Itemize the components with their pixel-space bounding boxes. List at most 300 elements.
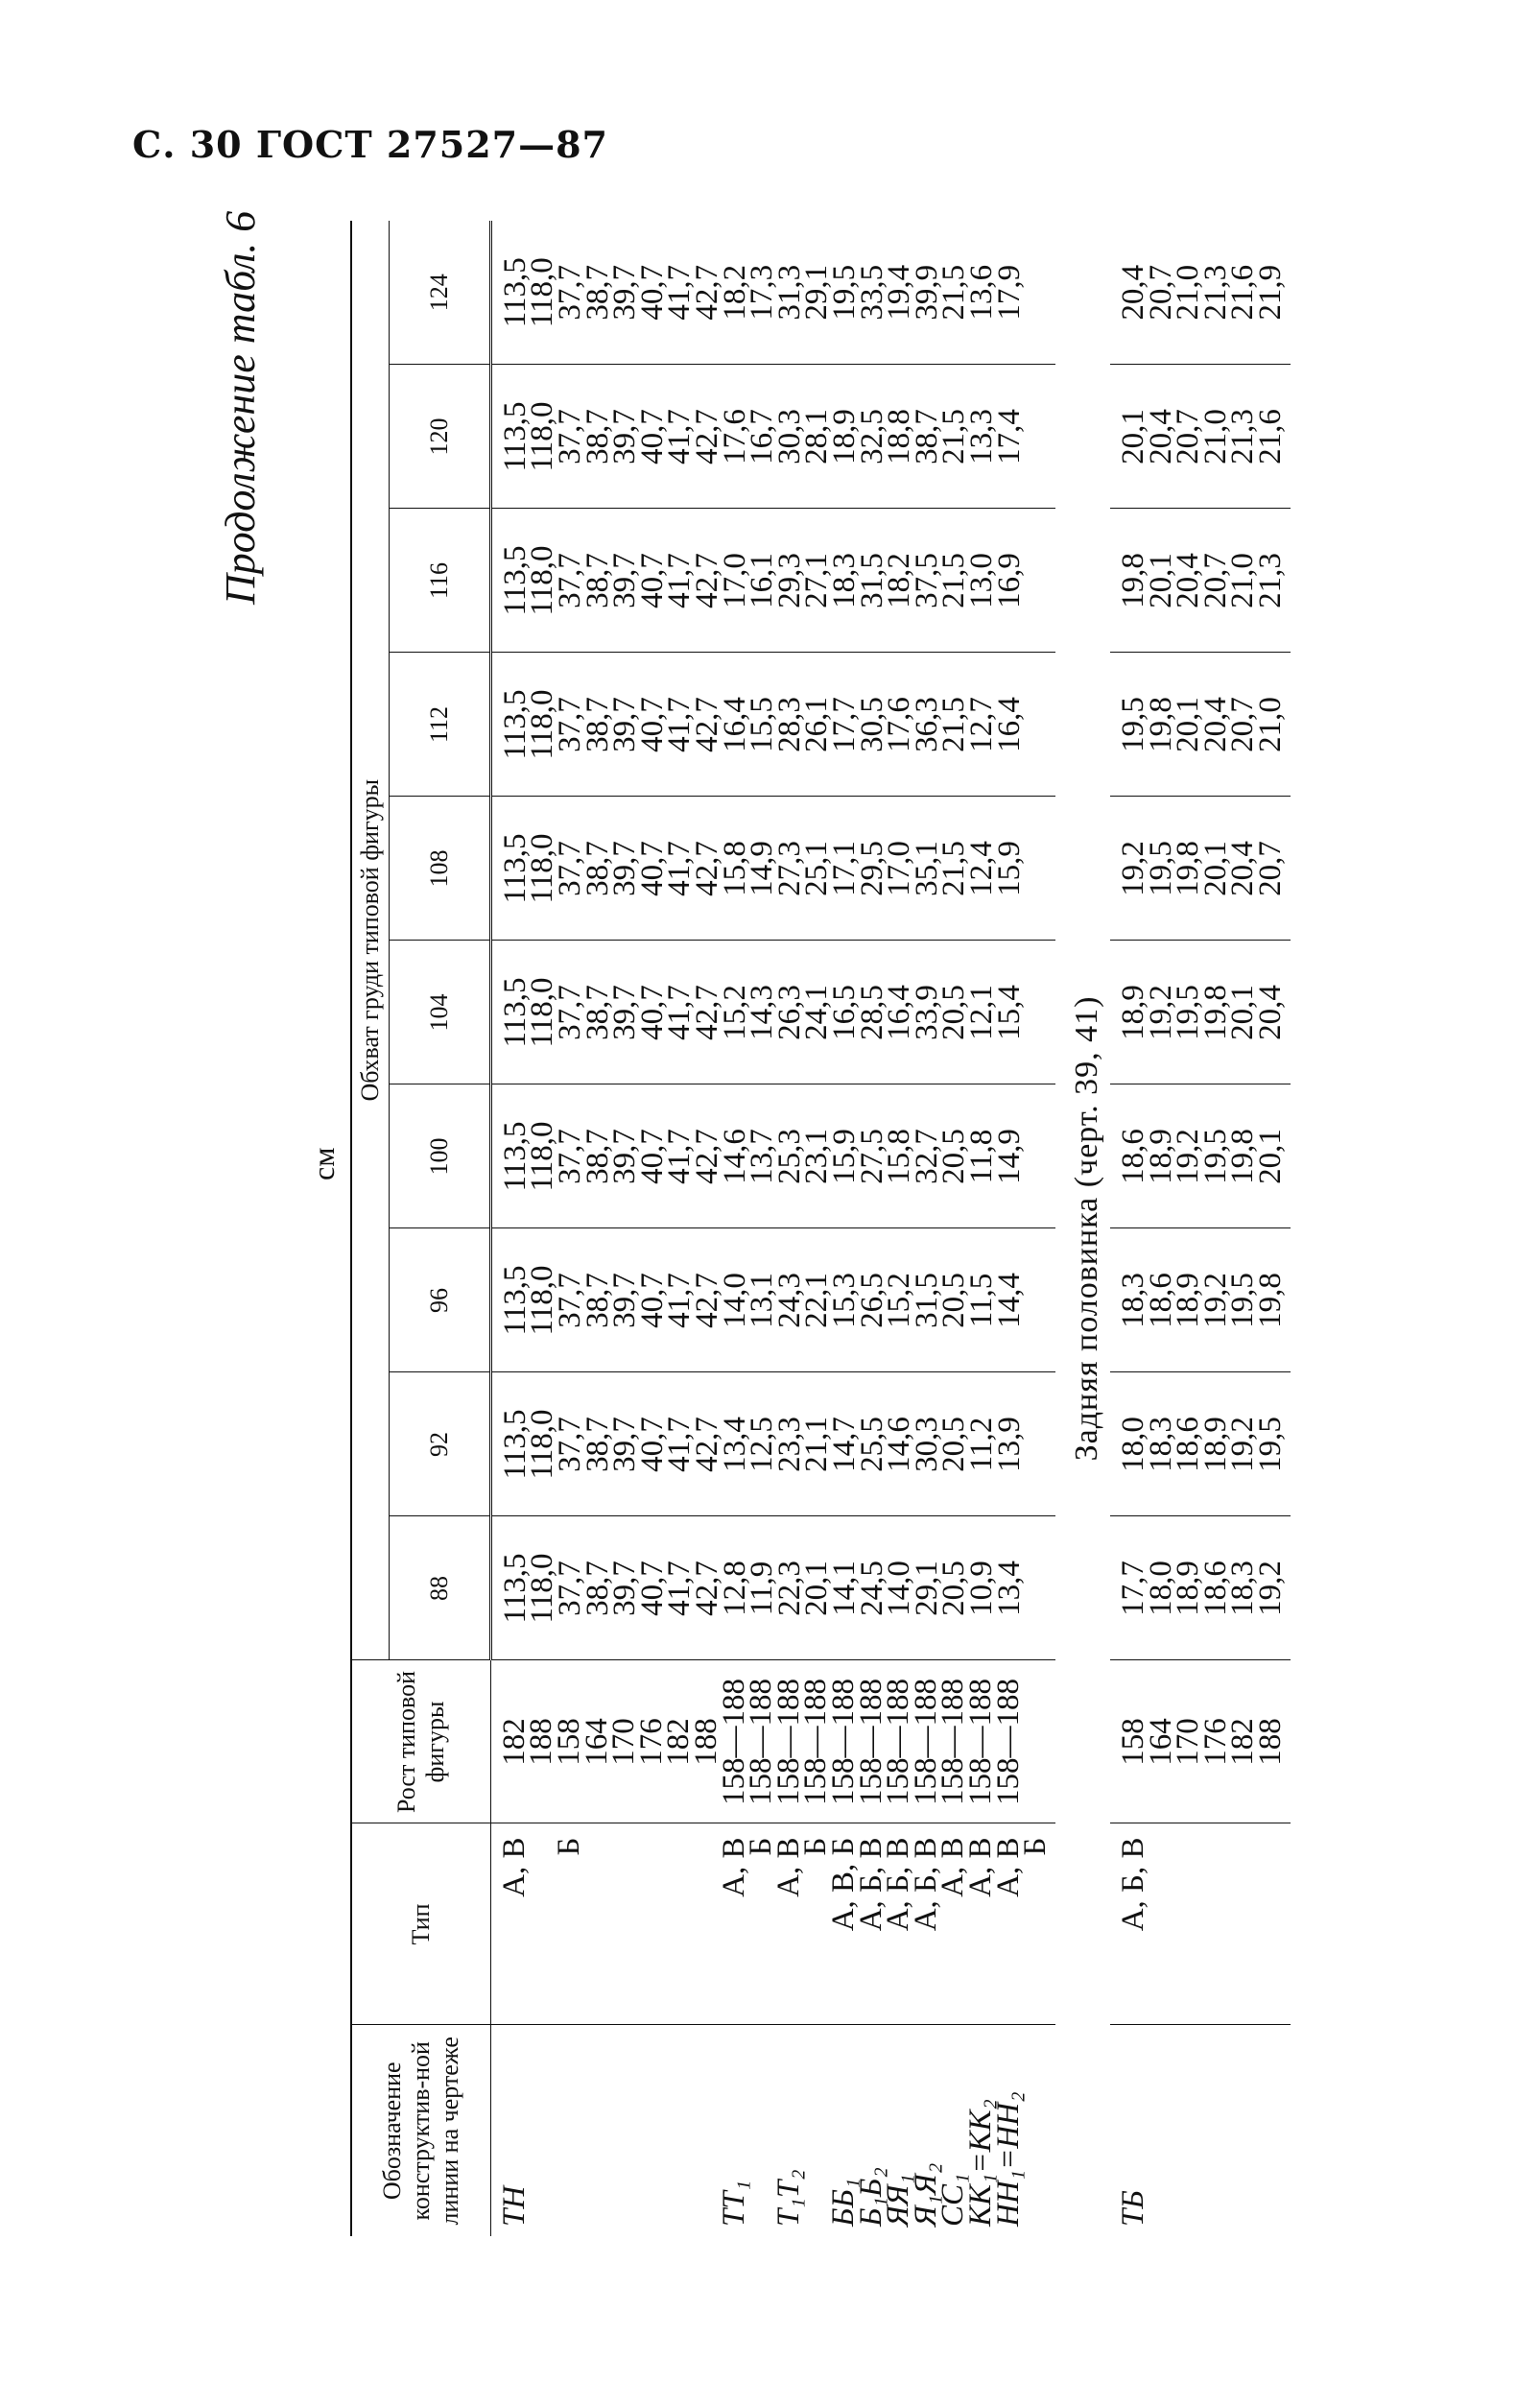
cell-line: 158—188 bbox=[990, 1679, 1026, 1805]
cell-line: 37,7 bbox=[553, 1129, 588, 1184]
header-chest-120: 120 bbox=[389, 365, 490, 509]
value-cell bbox=[490, 1516, 1054, 1660]
value-cell bbox=[1110, 1516, 1291, 1660]
value-cell bbox=[1110, 1228, 1291, 1372]
unit-label: см bbox=[306, 1147, 341, 1180]
cell-line: 21,5 bbox=[936, 553, 972, 608]
subheading-row bbox=[1055, 221, 1110, 2236]
cell-line: 42,7 bbox=[690, 1273, 725, 1328]
rotated-table-frame bbox=[216, 210, 1291, 2236]
cell-line: 158—188 bbox=[936, 1679, 971, 1805]
cell-line: 42,7 bbox=[690, 553, 725, 608]
cell-line: 20,1 bbox=[1225, 985, 1261, 1040]
cell-line: 41,7 bbox=[662, 1561, 698, 1616]
cell-line: 38,7 bbox=[580, 1129, 615, 1184]
cell-line: 158—188 bbox=[770, 1679, 806, 1805]
cell-line bbox=[610, 2028, 638, 2228]
cell-line: 188 bbox=[524, 1718, 559, 1766]
cell-line: 17,6 bbox=[882, 697, 917, 752]
cell-line: 38,7 bbox=[580, 1561, 615, 1616]
subheading-back-half: Задняя половинка (черт. 39, 41) bbox=[1068, 995, 1104, 1462]
cell-line: 19,2 bbox=[1197, 1273, 1233, 1328]
cell-line: 18,6 bbox=[1197, 1561, 1233, 1616]
cell-line: 24,1 bbox=[799, 985, 835, 1040]
cell-line: 19,5 bbox=[827, 264, 863, 321]
cell-line: 33,9 bbox=[909, 985, 944, 1040]
value-cell bbox=[490, 365, 1054, 509]
cell-line: 113,5 bbox=[497, 1121, 533, 1192]
cell-line: 188 bbox=[1252, 1718, 1288, 1766]
cell-line bbox=[556, 2028, 583, 2228]
cell-line: 20,4 bbox=[1197, 697, 1233, 752]
cell-line: 38,7 bbox=[580, 1273, 615, 1328]
cell-line: 21,5 bbox=[936, 264, 972, 321]
designation-cell bbox=[1110, 2025, 1291, 2236]
cell-line: 40,7 bbox=[634, 1273, 670, 1328]
cell-line: 118,0 bbox=[525, 401, 560, 472]
cell-line: А, В bbox=[496, 1837, 532, 1897]
cell-line: 25,5 bbox=[854, 1417, 889, 1472]
type-cell bbox=[1110, 1823, 1291, 2025]
cell-line: 18,8 bbox=[882, 409, 917, 465]
cell-line: 39,7 bbox=[607, 697, 643, 752]
cell-line: 41,7 bbox=[662, 553, 698, 608]
cell-line: 21,6 bbox=[1225, 264, 1261, 321]
cell-line: 20,1 bbox=[799, 1561, 835, 1616]
cell-line: 39,7 bbox=[607, 1129, 643, 1184]
cell-line: 113,5 bbox=[497, 833, 533, 904]
value-cell bbox=[1110, 221, 1291, 365]
cell-line: 182 bbox=[496, 1718, 532, 1766]
cell-line: 20,4 bbox=[1143, 409, 1178, 465]
cell-line: 39,7 bbox=[607, 264, 643, 321]
cell-line: 11,5 bbox=[963, 1273, 999, 1328]
cell-line: 14,1 bbox=[827, 1561, 863, 1616]
cell-line: 20,7 bbox=[1143, 264, 1178, 321]
cell-line: 30,3 bbox=[771, 409, 807, 465]
page-header: С. 30 ГОСТ 27527—87 bbox=[132, 123, 608, 166]
cell-line: 19,8 bbox=[1116, 553, 1150, 608]
cell-line: 17,7 bbox=[1116, 1561, 1150, 1616]
cell-line: 26,3 bbox=[771, 985, 807, 1040]
cell-line: 113,5 bbox=[497, 1553, 533, 1624]
cell-line: 18,3 bbox=[1116, 1273, 1150, 1328]
cell-line: 19,8 bbox=[1143, 697, 1178, 752]
cell-line: 39,7 bbox=[607, 841, 643, 896]
cell-line: 18,9 bbox=[1116, 985, 1150, 1040]
cell-line: 33,5 bbox=[854, 264, 889, 321]
header-chest-100: 100 bbox=[389, 1084, 490, 1228]
cell-line: 26,1 bbox=[799, 697, 835, 752]
cell-line: 21,0 bbox=[1197, 409, 1233, 465]
cell-line: 158—188 bbox=[908, 1679, 943, 1805]
cell-line: 18,9 bbox=[1171, 1273, 1206, 1328]
cell-line: 20,5 bbox=[936, 1417, 972, 1472]
cell-line: 21,0 bbox=[1225, 553, 1261, 608]
cell-line: 11,2 bbox=[963, 1417, 999, 1472]
cell-line: 22,3 bbox=[771, 1561, 807, 1616]
cell-line bbox=[638, 1838, 666, 2023]
cell-line: 13,4 bbox=[717, 1417, 752, 1472]
cell-line: 20,4 bbox=[1225, 841, 1261, 896]
cell-line: А, В bbox=[770, 1837, 806, 1897]
cell-line: 37,7 bbox=[553, 1273, 588, 1328]
cell-line: 17,3 bbox=[745, 264, 780, 321]
cell-line: НН₁=НН₂ bbox=[990, 2091, 1026, 2227]
cell-line: ЯЯ₁ bbox=[881, 2174, 916, 2227]
cell-line: 40,7 bbox=[634, 697, 670, 752]
header-chest-88: 88 bbox=[389, 1516, 490, 1660]
cell-line: 35,1 bbox=[909, 841, 944, 896]
cell-line: 17,4 bbox=[991, 409, 1027, 465]
cell-line: 10,9 bbox=[963, 1561, 999, 1616]
cell-line: 17,1 bbox=[827, 841, 863, 896]
cell-line: А, В, Б bbox=[826, 1837, 862, 1932]
cell-line: 14,9 bbox=[991, 1129, 1027, 1184]
cell-line: 20,5 bbox=[936, 1129, 972, 1184]
cell-line: 13,7 bbox=[745, 1129, 780, 1184]
cell-line: А, В bbox=[990, 1837, 1026, 1897]
cell-line: 188 bbox=[689, 1718, 724, 1766]
cell-line: 113,5 bbox=[497, 257, 533, 328]
header-height: Рост типовой фигуры bbox=[351, 1660, 490, 1823]
cell-line bbox=[665, 1838, 693, 2023]
cell-line: 37,7 bbox=[553, 697, 588, 752]
cell-line: 40,7 bbox=[634, 264, 670, 321]
cell-line: 19,5 bbox=[1116, 697, 1150, 752]
cell-line: А, Б, В bbox=[853, 1837, 888, 1932]
cell-line: 16,4 bbox=[991, 697, 1027, 752]
cell-line bbox=[583, 2028, 611, 2228]
cell-line bbox=[665, 2028, 693, 2228]
cell-line: 13,3 bbox=[963, 409, 999, 465]
cell-line: 118,0 bbox=[525, 545, 560, 616]
cell-line: 21,9 bbox=[1252, 264, 1288, 321]
cell-line: 14,3 bbox=[745, 985, 780, 1040]
cell-line: 18,3 bbox=[1143, 1417, 1178, 1472]
cell-line: 13,1 bbox=[745, 1273, 780, 1328]
cell-line: 113,5 bbox=[497, 1409, 533, 1480]
cell-line: 158—188 bbox=[853, 1679, 888, 1805]
cell-line bbox=[528, 1838, 556, 2023]
cell-line: 41,7 bbox=[662, 697, 698, 752]
cell-line: 41,7 bbox=[662, 1273, 698, 1328]
table-row-group-2 bbox=[1110, 221, 1291, 2236]
cell-line: 38,7 bbox=[580, 697, 615, 752]
cell-line: 26,5 bbox=[854, 1273, 889, 1328]
cell-line: 13,4 bbox=[991, 1561, 1027, 1616]
cell-line: 20,5 bbox=[936, 985, 972, 1040]
cell-line: 37,7 bbox=[553, 1417, 588, 1472]
cell-line: 30,3 bbox=[909, 1417, 944, 1472]
cell-line: 13,6 bbox=[963, 264, 999, 321]
cell-line: 38,7 bbox=[580, 985, 615, 1040]
value-cell bbox=[490, 509, 1054, 653]
cell-line: 19,5 bbox=[1143, 841, 1178, 896]
cell-line: 31,3 bbox=[771, 264, 807, 321]
cell-line: 14,4 bbox=[991, 1273, 1027, 1328]
cell-line: 15,3 bbox=[827, 1273, 863, 1328]
cell-line: 19,5 bbox=[1171, 985, 1206, 1040]
cell-line: 15,2 bbox=[717, 985, 752, 1040]
cell-line: ТБ bbox=[1116, 2190, 1150, 2227]
cell-line: 16,4 bbox=[717, 697, 752, 752]
cell-line: 23,1 bbox=[799, 1129, 835, 1184]
cell-line: 38,7 bbox=[909, 409, 944, 465]
cell-line: 28,1 bbox=[799, 409, 835, 465]
cell-line: 14,0 bbox=[717, 1273, 752, 1328]
cell-line: 40,7 bbox=[634, 985, 670, 1040]
cell-line: 11,9 bbox=[745, 1561, 780, 1616]
cell-line: 14,0 bbox=[882, 1561, 917, 1616]
cell-line: 42,7 bbox=[690, 1129, 725, 1184]
cell-line: 118,0 bbox=[525, 977, 560, 1048]
cell-line: 37,7 bbox=[553, 553, 588, 608]
cell-line: 176 bbox=[633, 1718, 669, 1766]
cell-line: 12,4 bbox=[963, 841, 999, 896]
cell-line: 17,0 bbox=[717, 553, 752, 608]
cell-line: 31,5 bbox=[854, 553, 889, 608]
cell-line: 182 bbox=[661, 1718, 697, 1766]
cell-line: 118,0 bbox=[525, 689, 560, 760]
cell-line: 158—188 bbox=[881, 1679, 916, 1805]
cell-line: 15,8 bbox=[882, 1129, 917, 1184]
value-cell bbox=[1110, 509, 1291, 653]
cell-line: 17,9 bbox=[991, 264, 1027, 321]
cell-line: 31,5 bbox=[909, 1273, 944, 1328]
cell-line: 15,9 bbox=[991, 841, 1027, 896]
cell-line: 18,9 bbox=[827, 409, 863, 465]
cell-line: 21,3 bbox=[1225, 409, 1261, 465]
cell-line: 14,7 bbox=[827, 1417, 863, 1472]
cell-line: 18,6 bbox=[1116, 1129, 1150, 1184]
header-type: Тип bbox=[351, 1823, 490, 2025]
cell-line: 19,8 bbox=[1225, 1129, 1261, 1184]
cell-line: 42,7 bbox=[690, 1561, 725, 1616]
cell-line: 38,7 bbox=[580, 553, 615, 608]
cell-line: 113,5 bbox=[497, 545, 533, 616]
cell-line: 158—188 bbox=[962, 1679, 998, 1805]
cell-line: 18,9 bbox=[1171, 1561, 1206, 1616]
cell-line: 38,7 bbox=[580, 264, 615, 321]
height-cell bbox=[490, 1660, 1054, 1823]
cell-line: 13,0 bbox=[963, 553, 999, 608]
header-chest-116: 116 bbox=[389, 509, 490, 653]
cell-line: Т₁Т₂ bbox=[770, 2169, 806, 2227]
cell-line: 38,7 bbox=[580, 1417, 615, 1472]
cell-line: 21,5 bbox=[936, 841, 972, 896]
header-chest-96: 96 bbox=[389, 1228, 490, 1372]
cell-line: 158—188 bbox=[744, 1679, 779, 1805]
cell-line: 25,3 bbox=[771, 1129, 807, 1184]
cell-line: 42,7 bbox=[690, 264, 725, 321]
cell-line: 18,2 bbox=[882, 553, 917, 608]
cell-line: 15,9 bbox=[827, 1129, 863, 1184]
cell-line: 12,7 bbox=[963, 697, 999, 752]
cell-line: 118,0 bbox=[525, 1409, 560, 1480]
cell-line: 18,0 bbox=[1116, 1417, 1150, 1472]
cell-line: 41,7 bbox=[662, 1417, 698, 1472]
cell-line: 37,7 bbox=[553, 841, 588, 896]
cell-line: 40,7 bbox=[634, 553, 670, 608]
cell-line: 14,9 bbox=[745, 841, 780, 896]
cell-line: 19,8 bbox=[1252, 1273, 1288, 1328]
cell-line: 18,6 bbox=[1143, 1273, 1178, 1328]
cell-line: 19,5 bbox=[1225, 1273, 1261, 1328]
cell-line: 21,0 bbox=[1171, 264, 1206, 321]
cell-line: 19,5 bbox=[1197, 1129, 1233, 1184]
cell-line: 15,8 bbox=[717, 841, 752, 896]
cell-line: 24,3 bbox=[771, 1273, 807, 1328]
cell-line: 20,1 bbox=[1171, 697, 1206, 752]
cell-line: 20,1 bbox=[1197, 841, 1233, 896]
cell-line: 28,3 bbox=[771, 697, 807, 752]
cell-line: 19,2 bbox=[1116, 841, 1150, 896]
cell-line: 42,7 bbox=[690, 1417, 725, 1472]
header-chest-104: 104 bbox=[389, 941, 490, 1084]
cell-line: 21,1 bbox=[799, 1417, 835, 1472]
cell-line: 18,3 bbox=[827, 553, 863, 608]
value-cell bbox=[1110, 1372, 1291, 1516]
cell-line: 21,5 bbox=[936, 697, 972, 752]
cell-line: 18,0 bbox=[1143, 1561, 1178, 1616]
cell-line: 38,7 bbox=[580, 841, 615, 896]
cell-line bbox=[528, 2028, 556, 2228]
cell-line: Б₁Б₂ bbox=[853, 2167, 888, 2227]
value-cell bbox=[490, 941, 1054, 1084]
cell-line: 113,5 bbox=[497, 1265, 533, 1336]
cell-line: Я₁Я₂ bbox=[908, 2162, 943, 2227]
cell-line: 158 bbox=[1116, 1718, 1150, 1766]
cell-line: 42,7 bbox=[690, 697, 725, 752]
cell-line: 21,3 bbox=[1252, 553, 1288, 608]
cell-line: 27,1 bbox=[799, 553, 835, 608]
cell-line: 29,1 bbox=[909, 1561, 944, 1616]
header-designation: Обозначение конструктив-ной линии на чертеже bbox=[351, 2025, 490, 2236]
cell-line: 39,7 bbox=[607, 1417, 643, 1472]
measurement-table bbox=[350, 221, 1291, 2236]
cell-line: КК₁=КК₂ bbox=[962, 2099, 998, 2227]
height-cell bbox=[1110, 1660, 1291, 1823]
cell-line: 40,7 bbox=[634, 841, 670, 896]
cell-line: 17,6 bbox=[717, 409, 752, 465]
cell-line: 20,4 bbox=[1116, 264, 1150, 321]
cell-line: 18,9 bbox=[1197, 1417, 1233, 1472]
table-caption: Продолжение табл. 6 bbox=[217, 210, 264, 605]
cell-line: 29,5 bbox=[854, 841, 889, 896]
cell-line: 37,5 bbox=[909, 553, 944, 608]
cell-line: А, Б, В bbox=[1116, 1837, 1150, 1932]
cell-line: 164 bbox=[579, 1718, 614, 1766]
cell-line: 11,8 bbox=[963, 1129, 999, 1184]
cell-line: Б bbox=[798, 1837, 834, 1856]
cell-line: 21,0 bbox=[1252, 697, 1288, 752]
cell-line: 14,6 bbox=[717, 1129, 752, 1184]
cell-line: 20,4 bbox=[1252, 985, 1288, 1040]
cell-line: 39,7 bbox=[607, 553, 643, 608]
cell-line: А, Б, В bbox=[908, 1837, 943, 1932]
cell-line: 27,5 bbox=[854, 1129, 889, 1184]
cell-line: 17,7 bbox=[827, 697, 863, 752]
cell-line: 20,7 bbox=[1252, 841, 1288, 896]
value-cell bbox=[490, 797, 1054, 941]
cell-line: 113,5 bbox=[497, 689, 533, 760]
cell-line: 20,7 bbox=[1197, 553, 1233, 608]
cell-line: 113,5 bbox=[497, 977, 533, 1048]
cell-line: 39,9 bbox=[909, 264, 944, 321]
cell-line: 41,7 bbox=[662, 1129, 698, 1184]
cell-line: 20,5 bbox=[936, 1561, 972, 1616]
cell-line: 16,4 bbox=[882, 985, 917, 1040]
cell-line: 39,7 bbox=[607, 985, 643, 1040]
cell-line: 176 bbox=[1197, 1718, 1233, 1766]
cell-line: 16,1 bbox=[745, 553, 780, 608]
cell-line: 40,7 bbox=[634, 1129, 670, 1184]
value-cell bbox=[1110, 365, 1291, 509]
cell-line: 21,3 bbox=[1197, 264, 1233, 321]
header-chest-124: 124 bbox=[389, 221, 490, 365]
designation-cell bbox=[490, 2025, 1054, 2236]
cell-line: 37,7 bbox=[553, 1561, 588, 1616]
cell-line: 37,7 bbox=[553, 985, 588, 1040]
cell-line: 158—188 bbox=[798, 1679, 834, 1805]
cell-line: 158—188 bbox=[826, 1679, 862, 1805]
cell-line: 118,0 bbox=[525, 833, 560, 904]
cell-line: 170 bbox=[1171, 1718, 1206, 1766]
cell-line: А, В bbox=[936, 1837, 971, 1897]
cell-line: 42,7 bbox=[690, 841, 725, 896]
value-cell bbox=[1110, 941, 1291, 1084]
cell-line: 20,7 bbox=[1171, 409, 1206, 465]
cell-line: 41,7 bbox=[662, 264, 698, 321]
value-cell bbox=[1110, 653, 1291, 797]
cell-line: 23,3 bbox=[771, 1417, 807, 1472]
cell-line: 20,4 bbox=[1171, 553, 1206, 608]
cell-line: 20,1 bbox=[1143, 553, 1178, 608]
cell-line: 37,7 bbox=[553, 264, 588, 321]
type-cell bbox=[490, 1823, 1054, 2025]
cell-line: Б bbox=[744, 1837, 779, 1856]
cell-line: 42,7 bbox=[690, 409, 725, 465]
cell-line: 170 bbox=[606, 1718, 642, 1766]
cell-line: 41,7 bbox=[662, 841, 698, 896]
cell-line: 118,0 bbox=[525, 1553, 560, 1624]
cell-line: 16,5 bbox=[827, 985, 863, 1040]
cell-line: 20,7 bbox=[1225, 697, 1261, 752]
cell-line: ББ₁ bbox=[826, 2178, 862, 2227]
cell-line: 12,1 bbox=[963, 985, 999, 1040]
cell-line: 41,7 bbox=[662, 985, 698, 1040]
cell-line: ТН bbox=[496, 2185, 532, 2227]
cell-line: 39,7 bbox=[607, 409, 643, 465]
cell-line bbox=[638, 2028, 666, 2228]
cell-line: СС₁ bbox=[936, 2173, 971, 2227]
cell-line: А, В bbox=[716, 1837, 751, 1897]
cell-line: 32,5 bbox=[854, 409, 889, 465]
value-cell bbox=[1110, 797, 1291, 941]
cell-line: 21,5 bbox=[936, 409, 972, 465]
cell-line: 17,0 bbox=[882, 841, 917, 896]
cell-line: 40,7 bbox=[634, 1417, 670, 1472]
cell-line: 37,7 bbox=[553, 409, 588, 465]
cell-line: ТТ₁ bbox=[716, 2180, 751, 2227]
cell-line: 15,4 bbox=[991, 985, 1027, 1040]
cell-line: 158—188 bbox=[716, 1679, 751, 1805]
cell-line: 19,2 bbox=[1225, 1417, 1261, 1472]
cell-line: 15,2 bbox=[882, 1273, 917, 1328]
value-cell bbox=[490, 221, 1054, 365]
value-cell bbox=[1110, 1084, 1291, 1228]
